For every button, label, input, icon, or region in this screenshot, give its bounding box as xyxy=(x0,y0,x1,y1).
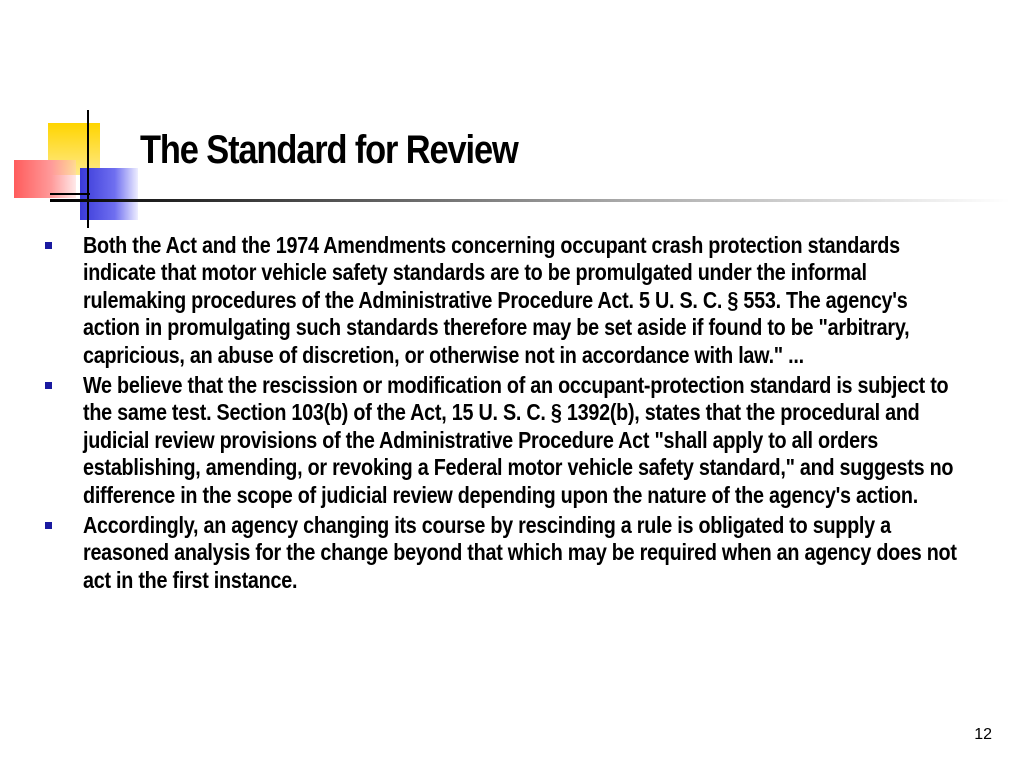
bullet-text: Accordingly, an agency changing its course by rescinding a rule is obligated to supply a reasoned analysis for the change beyond that which may be required when an agency does not act in the first instance. xyxy=(83,512,957,593)
bullet-list xyxy=(0,232,1024,597)
bullet-item xyxy=(0,372,1020,509)
slide-title: The Standard for Review xyxy=(140,128,518,172)
square-bullet-icon xyxy=(45,382,52,389)
bullet-text: We believe that the rescission or modification of an occupant-protection standard is subject to the same test. Section 103(b) of the Act, 15 U. S. C. § 1392(b), states that the procedural and judicial review provisions of the Administrative Procedure Act "shall apply to all orders establishing, amending, or revoking a Federal motor vehicle safety standard," and suggests no difference in the scope of judicial review depending upon the nature of the agency's action. xyxy=(83,372,954,508)
logo-vertical-line xyxy=(87,110,89,228)
bullet-item xyxy=(0,512,1020,594)
bullet-text: Both the Act and the 1974 Amendments concerning occupant crash protection standards indicate that motor vehicle safety standards are to be promulgated under the informal rulemaking procedures of the Administrative Procedure Act. 5 U. S. C. § 553. The agency's action in promulgating such standards therefore may be set aside if found to be "arbitrary, capricious, an abuse of discretion, or otherwise not in accordance with law." ... xyxy=(83,232,910,368)
bullet-item xyxy=(0,232,1020,369)
slide-logo-decoration xyxy=(0,0,140,230)
square-bullet-icon xyxy=(45,522,52,529)
square-bullet-icon xyxy=(45,242,52,249)
title-underline xyxy=(50,199,1010,202)
logo-horizontal-line xyxy=(50,193,90,195)
page-number: 12 xyxy=(974,726,992,743)
